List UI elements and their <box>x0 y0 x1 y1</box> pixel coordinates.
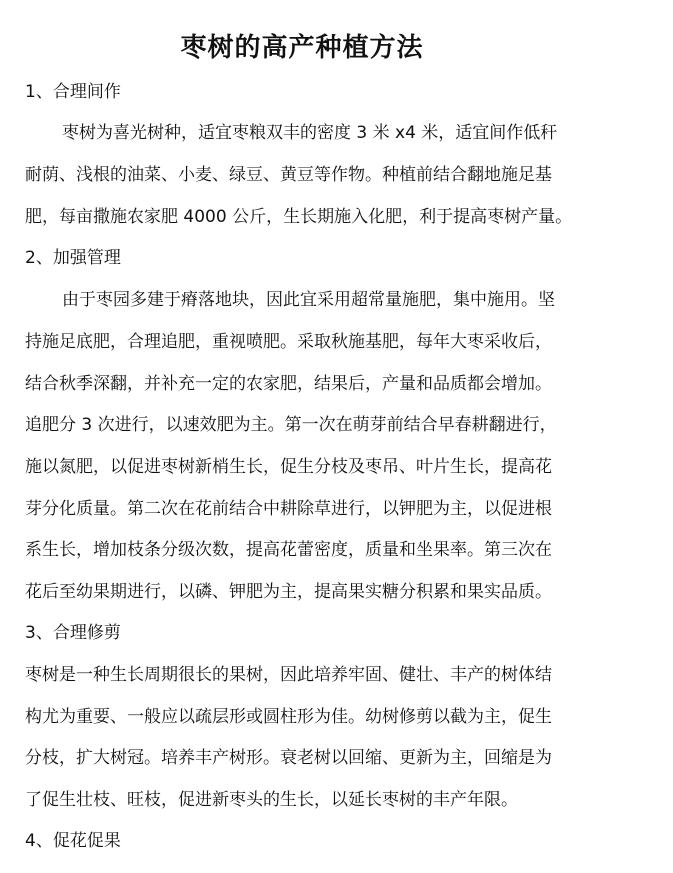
section-heading-2: 2、加强管理 <box>25 248 121 268</box>
paragraph-line: 施以氮肥，以促进枣树新梢生长，促生分枝及枣吊、叶片生长，提高花 <box>25 457 552 477</box>
paragraph-line: 由于枣园多建于瘠落地块，因此宜采用超常量施肥，集中施用。坚 <box>62 290 555 310</box>
paragraph-line: 枣树为喜光树种，适宜枣粮双丰的密度 3 米 x4 米，适宜间作低秆 <box>62 123 558 143</box>
paragraph-line: 花后至幼果期进行，以磷、钾肥为主，提高果实糖分积累和果实品质。 <box>25 582 552 602</box>
paragraph-line: 分枝，扩大树冠。培养丰产树形。衰老树以回缩、更新为主，回缩是为 <box>25 748 552 768</box>
paragraph-line: 构尤为重要、一般应以疏层形或圆柱形为佳。幼树修剪以截为主，促生 <box>25 707 552 727</box>
paragraph-line: 枣树是一种生长周期很长的果树，因此培养牢固、健壮、丰产的树体结 <box>25 665 552 685</box>
section-heading-4: 4、促花促果 <box>25 831 121 851</box>
paragraph-line: 了促生壮枝、旺枝，促进新枣头的生长，以延长枣树的丰产年限。 <box>25 790 518 810</box>
paragraph-line: 耐荫、浅根的油菜、小麦、绿豆、黄豆等作物。种植前结合翻地施足基 <box>25 165 552 185</box>
section-heading-1: 1、合理间作 <box>25 82 121 102</box>
section-heading-3: 3、合理修剪 <box>25 623 121 643</box>
document-title: 枣树的高产种植方法 <box>180 33 424 63</box>
paragraph-line: 系生长，增加枝条分级次数，提高花蕾密度，质量和坐果率。第三次在 <box>25 540 552 560</box>
paragraph-line: 追肥分 3 次进行，以速效肥为主。第一次在萌芽前结合早春耕翻进行， <box>25 415 557 435</box>
paragraph-line: 芽分化质量。第二次在花前结合中耕除草进行，以钾肥为主，以促进根 <box>25 499 552 519</box>
paragraph-line: 结合秋季深翻，并补充一定的农家肥，结果后，产量和品质都会增加。 <box>25 374 552 394</box>
paragraph-line: 持施足底肥，合理追肥，重视喷肥。采取秋施基肥，每年大枣采收后， <box>25 332 552 352</box>
paragraph-line: 肥，每亩撒施农家肥 4000 公斤，生长期施入化肥，利于提高枣树产量。 <box>25 207 573 227</box>
